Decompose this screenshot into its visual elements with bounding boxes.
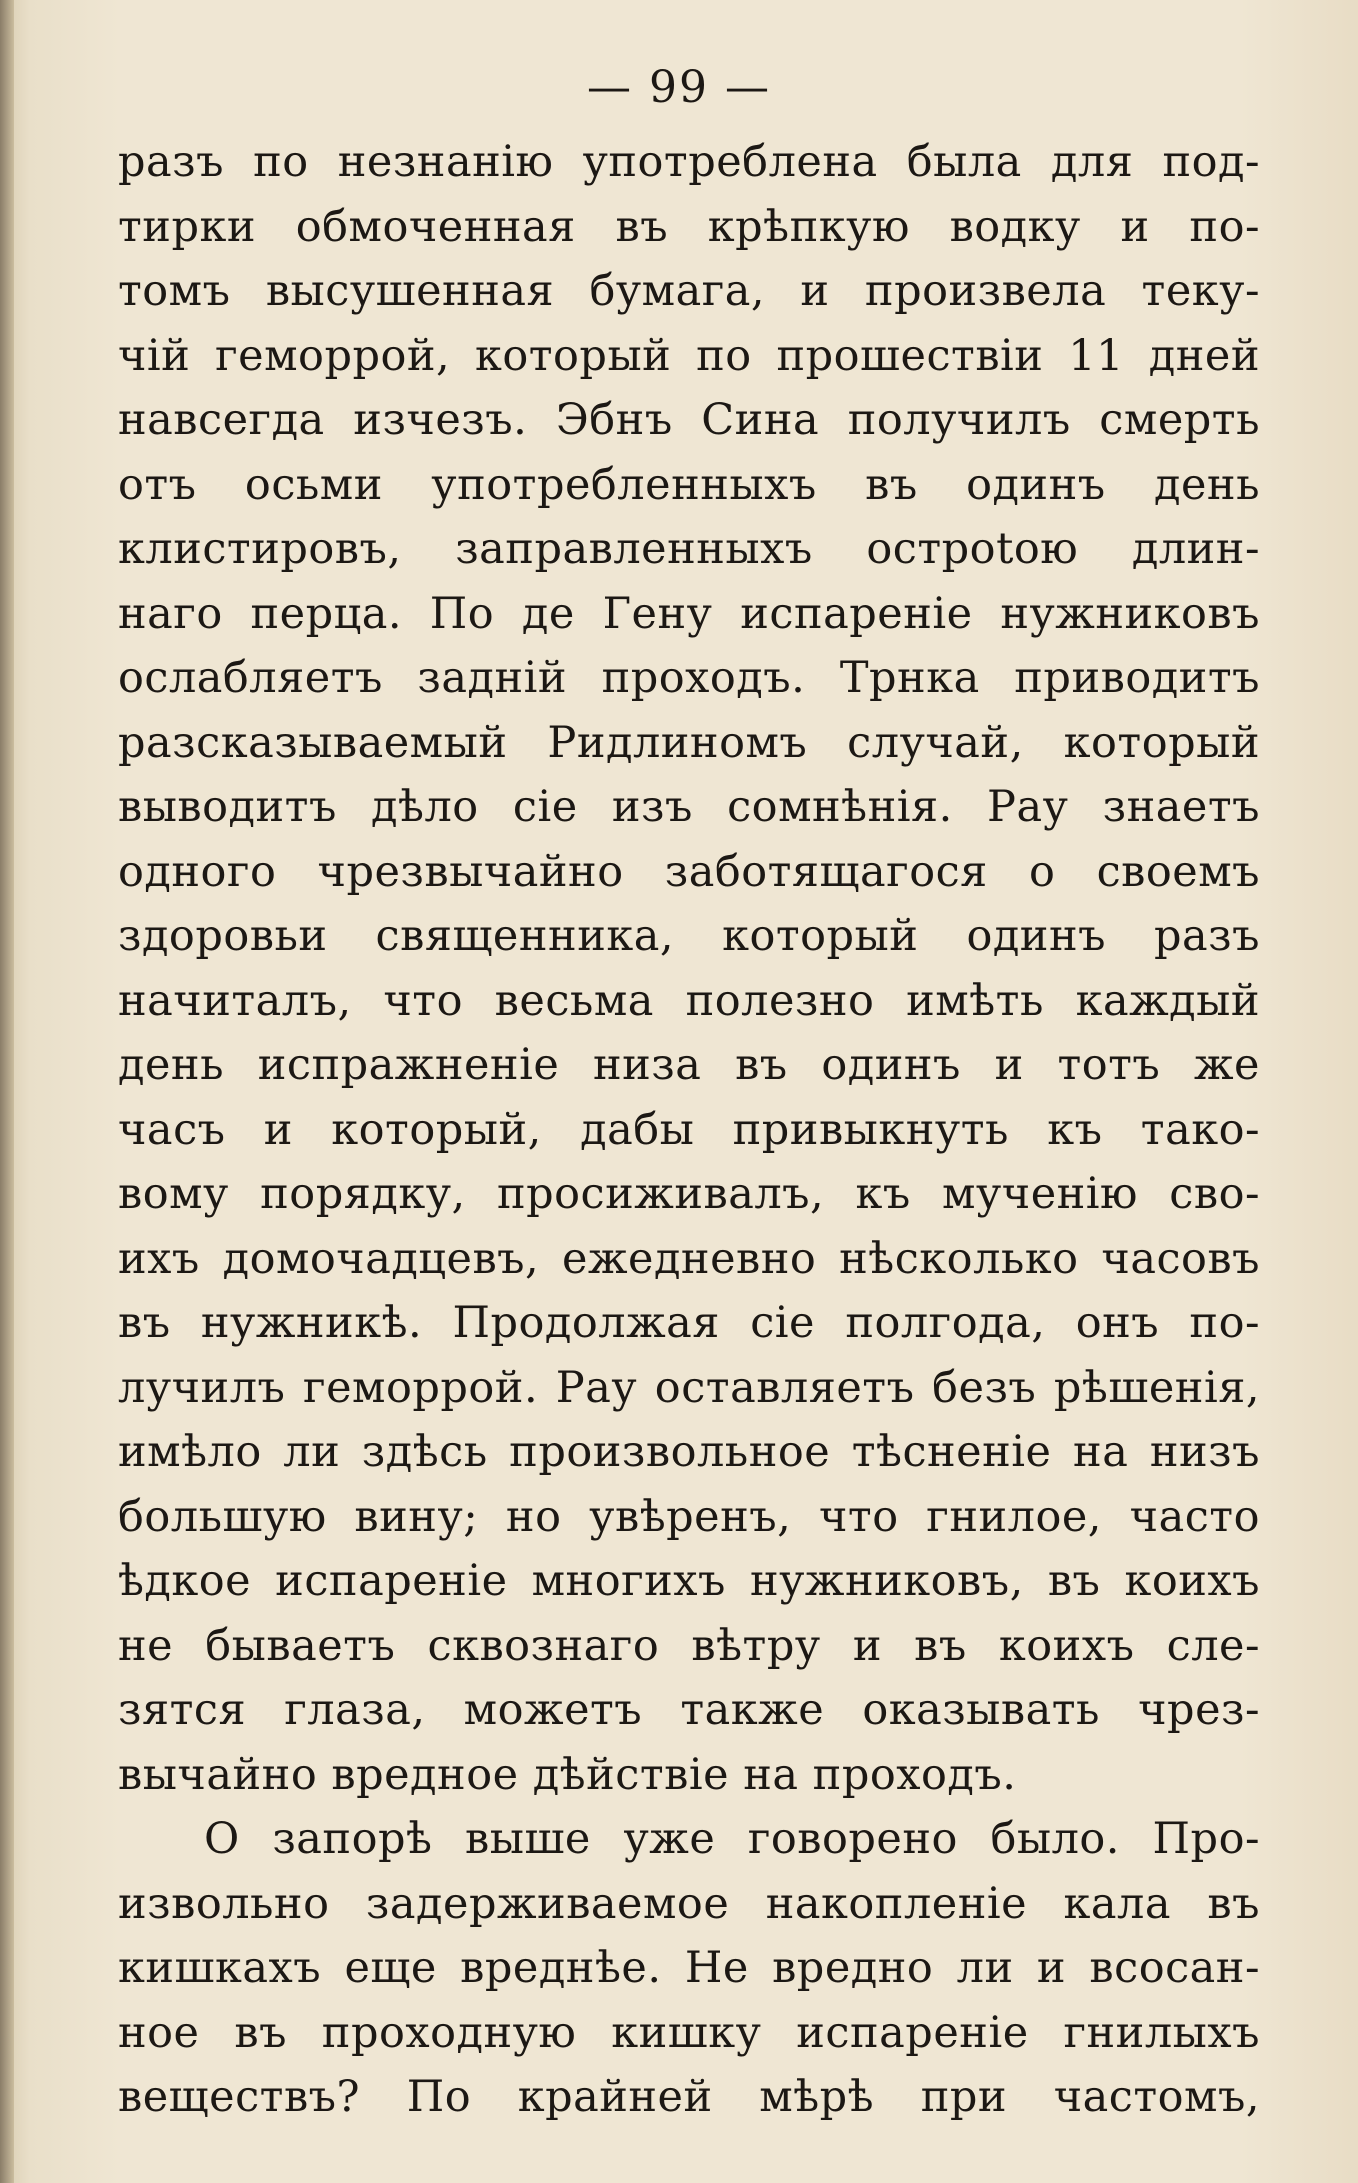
text-line-30: ное въ проходную кишку испареніе гнилыхъ xyxy=(118,2007,1260,2058)
text-line-25: зятся глаза, можетъ также оказывать чрез- xyxy=(118,1685,1260,1735)
text-line-2: тирки обмоченная въ крѣпкую водку и по- xyxy=(118,201,1260,252)
text-line-9: ослабляетъ задній проходъ. Трнка приводитъ xyxy=(118,653,1260,703)
text-line-8: наго перца. По де Гену испареніе нужниковъ xyxy=(118,588,1260,639)
text-line-5: навсегда изчезъ. Эбнъ Сина получилъ смерть xyxy=(118,395,1260,445)
body-text xyxy=(118,130,1260,2130)
text-line-13: здоровьи священника, который одинъ разъ xyxy=(118,911,1260,961)
page-number: — 99 — xyxy=(587,62,771,113)
text-line-10: разсказываемый Ридлиномъ случай, который xyxy=(118,717,1260,768)
text-line-20: лучилъ геморрой. Рау оставляетъ безъ рѣшенія, xyxy=(118,1362,1260,1413)
text-line-7: клистировъ, заправленныхъ острotoю длин- xyxy=(118,524,1260,574)
text-line-28: извольно задерживаемое накопленіе кала въ xyxy=(118,1878,1260,1929)
text-line-23: ѣдкое испареніе многихъ нужниковъ, въ коихъ xyxy=(118,1556,1260,1606)
text-line-27: О запорѣ выше уже говорено было. Про- xyxy=(204,1814,1260,1864)
text-line-11: выводитъ дѣло сіе изъ сомнѣнія. Рау знаетъ xyxy=(118,782,1260,832)
text-line-14: начиталъ, что весьма полезно имѣть каждый xyxy=(118,975,1260,1026)
text-line-6: отъ осьми употребленныхъ въ одинъ день xyxy=(118,459,1260,510)
text-line-15: день испражненіе низа въ одинъ и тотъ же xyxy=(118,1040,1260,1090)
text-line-16: часъ и который, дабы привыкнуть къ тако- xyxy=(118,1104,1260,1155)
text-line-17: вому порядку, просиживалъ, къ мученію сво- xyxy=(118,1169,1260,1219)
text-line-18: ихъ домочадцевъ, ежедневно нѣсколько часовъ xyxy=(118,1233,1260,1284)
text-line-26: вычайно вредное дѣйствіе на проходъ. xyxy=(118,1749,1017,1800)
text-line-3: томъ высушенная бумага, и произвела теку- xyxy=(118,266,1260,316)
text-line-19: въ нужникѣ. Продолжая сіе полгода, онъ по- xyxy=(118,1298,1260,1348)
text-line-31: веществъ? По крайней мѣрѣ при частомъ, xyxy=(118,2072,1260,2122)
page-spine-edge xyxy=(0,0,14,2183)
text-line-22: большую вину; но увѣренъ, что гнилое, часто xyxy=(118,1491,1260,1542)
text-line-1: разъ по незнанію употреблена была для под- xyxy=(118,137,1260,187)
text-line-29: кишкахъ еще вреднѣе. Не вредно ли и всосан- xyxy=(118,1943,1260,1993)
text-line-21: имѣло ли здѣсь произвольное тѣсненіе на низъ xyxy=(118,1427,1260,1477)
text-line-12: одного чрезвычайно заботящагося о своемъ xyxy=(118,846,1260,897)
text-line-24: не бываетъ сквознаго вѣтру и въ коихъ сле- xyxy=(118,1620,1260,1671)
text-line-4: чій геморрой, который по прошествіи 11 дней xyxy=(118,330,1260,381)
